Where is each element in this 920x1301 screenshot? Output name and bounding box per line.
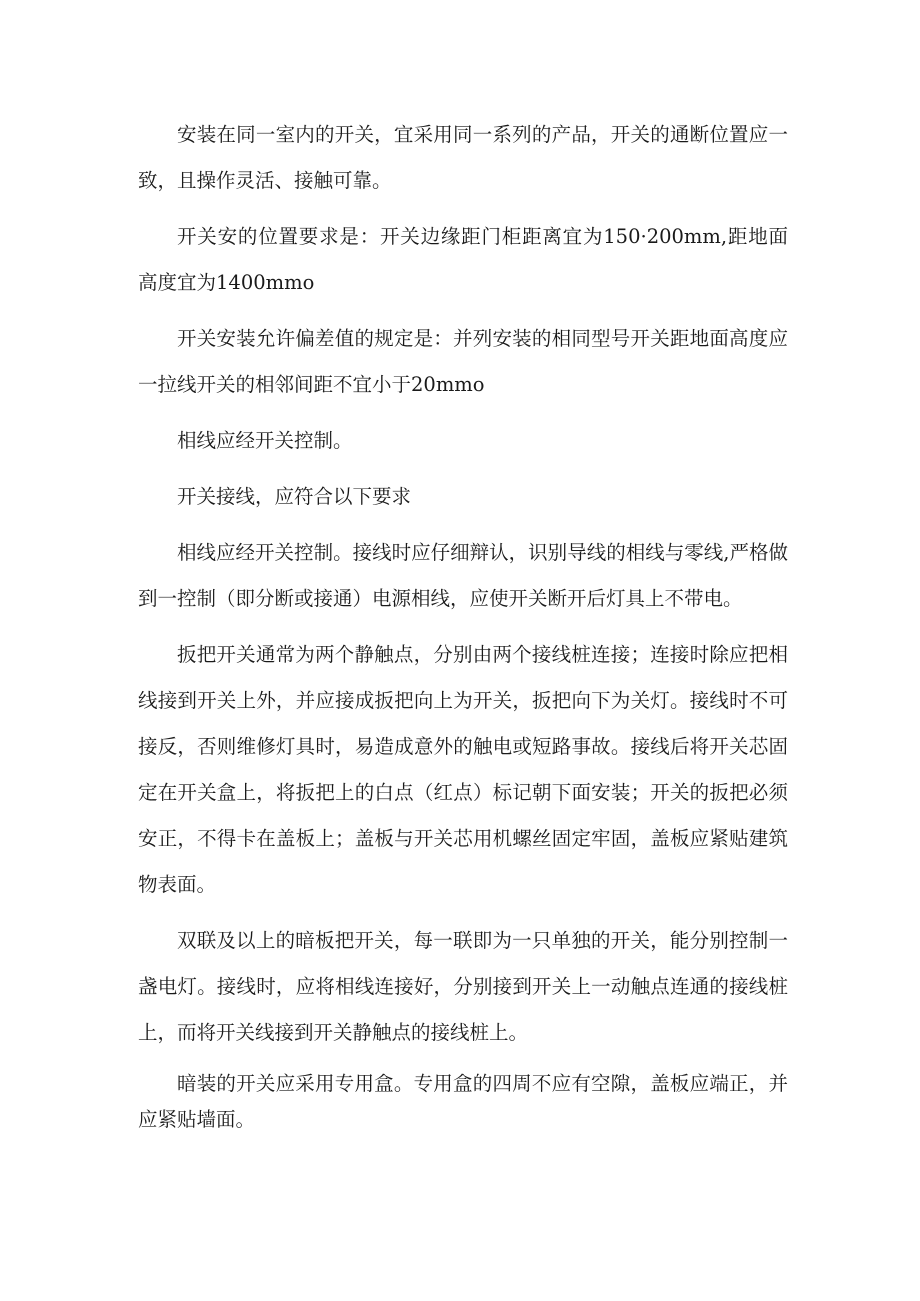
paragraph-9: 暗装的开关应采用专用盒。专用盒的四周不应有空隙，盖板应端正，并应紧贴墙面。: [138, 1072, 788, 1131]
paragraph-7: 扳把开关通常为两个静触点，分别由两个接线桩连接；连接时除应把相线接到开关上外，并应接成扳把向上为开关，扳把向下为关灯。接线时不可接反，否则维修灯具时，易造成意外的触电或短路事故。接线后将开关芯固定在开关盒上，将扳把上的白点（红点）标记朝下面安装；开关的扳把必须安正，不得卡在盖板上；盖板与开关芯用机螺丝固定牢固，盖板应紧贴建筑物表面。: [138, 643, 788, 896]
paragraph-4: 相线应经开关控制。: [177, 429, 353, 452]
paragraph-6: 相线应经开关控制。接线时应仔细辩认，识别导线的相线与零线,严格做到一控制（即分断或接通）电源相线，应使开关断开后灯具上不带电。: [138, 541, 788, 610]
paragraph-2: 开关安的位置要求是：开关边缘距门柜距离宜为150·200mm,距地面高度宜为1400mmo: [138, 225, 788, 294]
paragraph-8: 双联及以上的暗板把开关，每一联即为一只单独的开关，能分别控制一盏电灯。接线时，应将相线连接好，分别接到开关上一动触点连通的接线桩上，而将开关线接到开关静触点的接线桩上。: [138, 929, 788, 1044]
paragraph-3: 开关安装允许偏差值的规定是：并列安装的相同型号开关距地面高度应一拉线开关的相邻间距不宜小于20mmo: [138, 327, 788, 396]
paragraph-5: 开关接线，应符合以下要求: [177, 485, 412, 508]
document-body: [138, 112, 788, 1148]
paragraph-1: 安装在同一室内的开关，宜采用同一系列的产品，开关的通断位置应一致，且操作灵活、接触可靠。: [138, 123, 788, 192]
